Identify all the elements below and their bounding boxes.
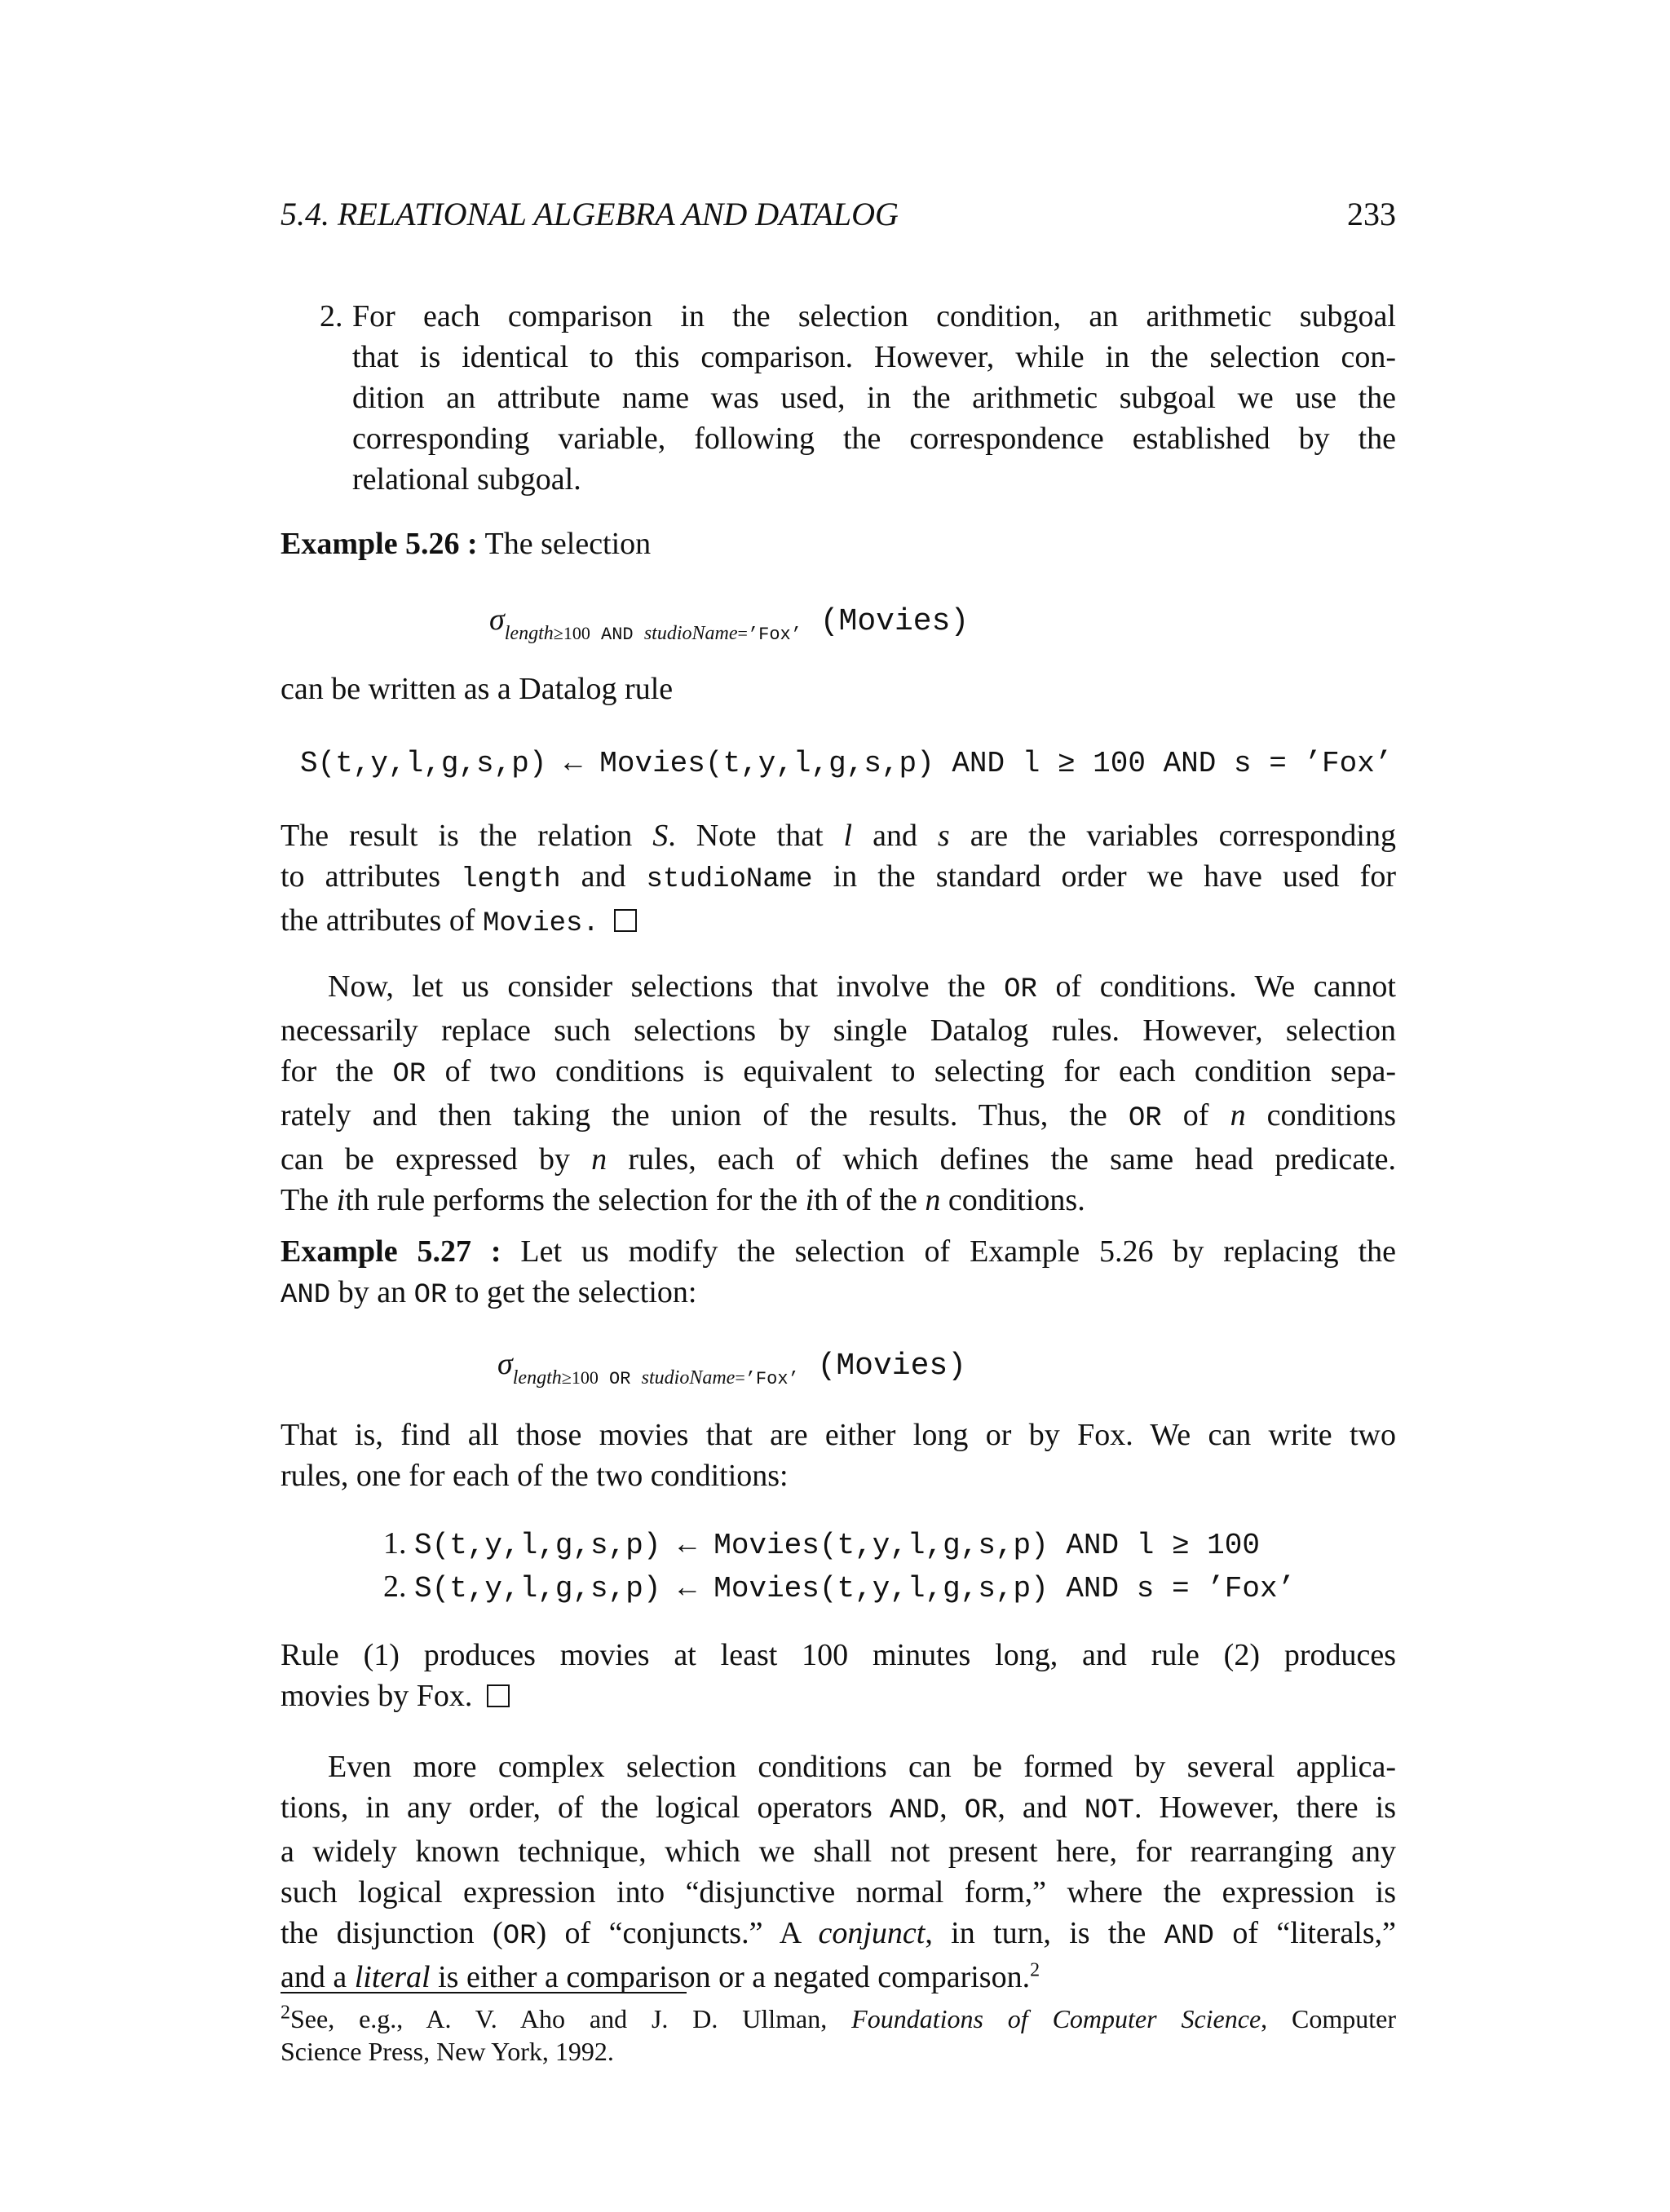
example-label: Example 5.27 : — [281, 1234, 501, 1269]
item2-line-1: For each comparison in the selection condition, an arithmetic subgoal — [352, 299, 1396, 333]
complex-paragraph: Even more complex selection conditions can be formed by several applica- tions, in any order, of the logical operators AND, OR, and NOT. However, there is a widely known technique, which we shall not present here, for rearranging any such logical expression into “disjunctive normal form,” where the expression is the disjunction (OR) of “conjuncts.” A conjunct, in turn, is the AND of “literals,” and a literal is either a comparison or a negated comparison.$^2$ — [281, 1750, 1397, 1994]
closing-paragraph: Rule (1) produces movies at least 100 minutes long, and rule (2) produces movies by Fox. — [281, 1638, 1396, 1713]
example-5-27: Example 5.27 : Let us modify the selection of Example 5.26 by replacing the AND by an OR to get the selection: — [281, 1234, 1396, 1311]
result-paragraph — [281, 815, 1396, 944]
end-of-example-icon — [614, 909, 637, 932]
rule-2: 2. S(t,y,l,g,s,p) ← Movies(t,y,l,g,s,p) AND s = ’Fox’ — [383, 1570, 1296, 1605]
item2-line-4: corresponding variable, following the correspondence established by the — [352, 422, 1396, 456]
section-title: 5.4. RELATIONAL ALGEBRA AND DATALOG — [281, 196, 899, 232]
footnote-divider — [281, 1992, 687, 1993]
footnote-mark: 2 — [281, 2002, 290, 2024]
or-paragraph: Now, let us consider selections that involve the OR of conditions. We cannot necessarily replace such selections by single Datalog rules. However, selection for the OR of two conditions is equivalent to selecting for each condition sepa- rately and then taking the union of the results. Thus, the OR of n conditions can be expressed by n rules, each of which defines the same head predicate. The ith rule performs the selection for the ith of the n conditions. — [281, 969, 1397, 1217]
selection-formula-or — [497, 1344, 966, 1390]
item2-line-3: dition an attribute name was used, in the arithmetic subgoal we use the — [352, 381, 1396, 415]
item2-line-5: relational subgoal. — [352, 462, 581, 497]
list-item-number: 2. — [320, 299, 343, 333]
page-number: 233 — [1347, 196, 1396, 232]
that-is-paragraph: That is, find all those movies that are either long or by Fox. We can write two rules, one for each of the two conditions: — [281, 1418, 1396, 1493]
running-header — [281, 194, 1396, 243]
footnote: $^2$See, e.g., A. V. Aho and J. D. Ullman, Foundations of Computer Science, Computer Science Press, New York, 1992. — [281, 2002, 1397, 2066]
rule-list — [383, 1523, 1295, 1609]
footnote-reference: 2 — [1030, 1959, 1040, 1981]
example-label: Example 5.26 : — [281, 527, 478, 561]
datalog-rule: S(t,y,l,g,s,p) ← Movies(t,y,l,g,s,p) AND l ≥ 100 AND s = ’Fox’ — [300, 747, 1393, 780]
result-line-3: the attributes of Movies. — [281, 900, 1396, 944]
item2-line-2: that is identical to this comparison. However, while in the selection con- — [352, 340, 1396, 374]
written-as-line: can be written as a Datalog rule — [281, 672, 674, 706]
sigma-symbol: σ — [497, 1347, 513, 1381]
relation-argument: (Movies) — [801, 604, 970, 639]
selection-condition: length≥100 AND studioName=’Fox’ — [504, 623, 802, 645]
list-item-2 — [320, 296, 1396, 500]
example-text: The selection — [477, 527, 652, 561]
result-line-1: The result is the relation S. Note that l and s are the variables corresponding — [281, 819, 1396, 853]
selection-formula-and — [489, 599, 969, 646]
relation-argument: (Movies) — [798, 1349, 966, 1384]
example-5-26-heading — [281, 523, 1396, 564]
selection-condition: length≥100 OR studioName=’Fox’ — [512, 1367, 799, 1389]
result-line-2: to attributes length and studioName in the standard order we have used for — [281, 859, 1396, 895]
end-of-example-icon — [487, 1684, 510, 1707]
rule-1: 1. S(t,y,l,g,s,p) ← Movies(t,y,l,g,s,p) AND l ≥ 100 — [383, 1526, 1260, 1562]
sigma-symbol: σ — [489, 603, 505, 637]
